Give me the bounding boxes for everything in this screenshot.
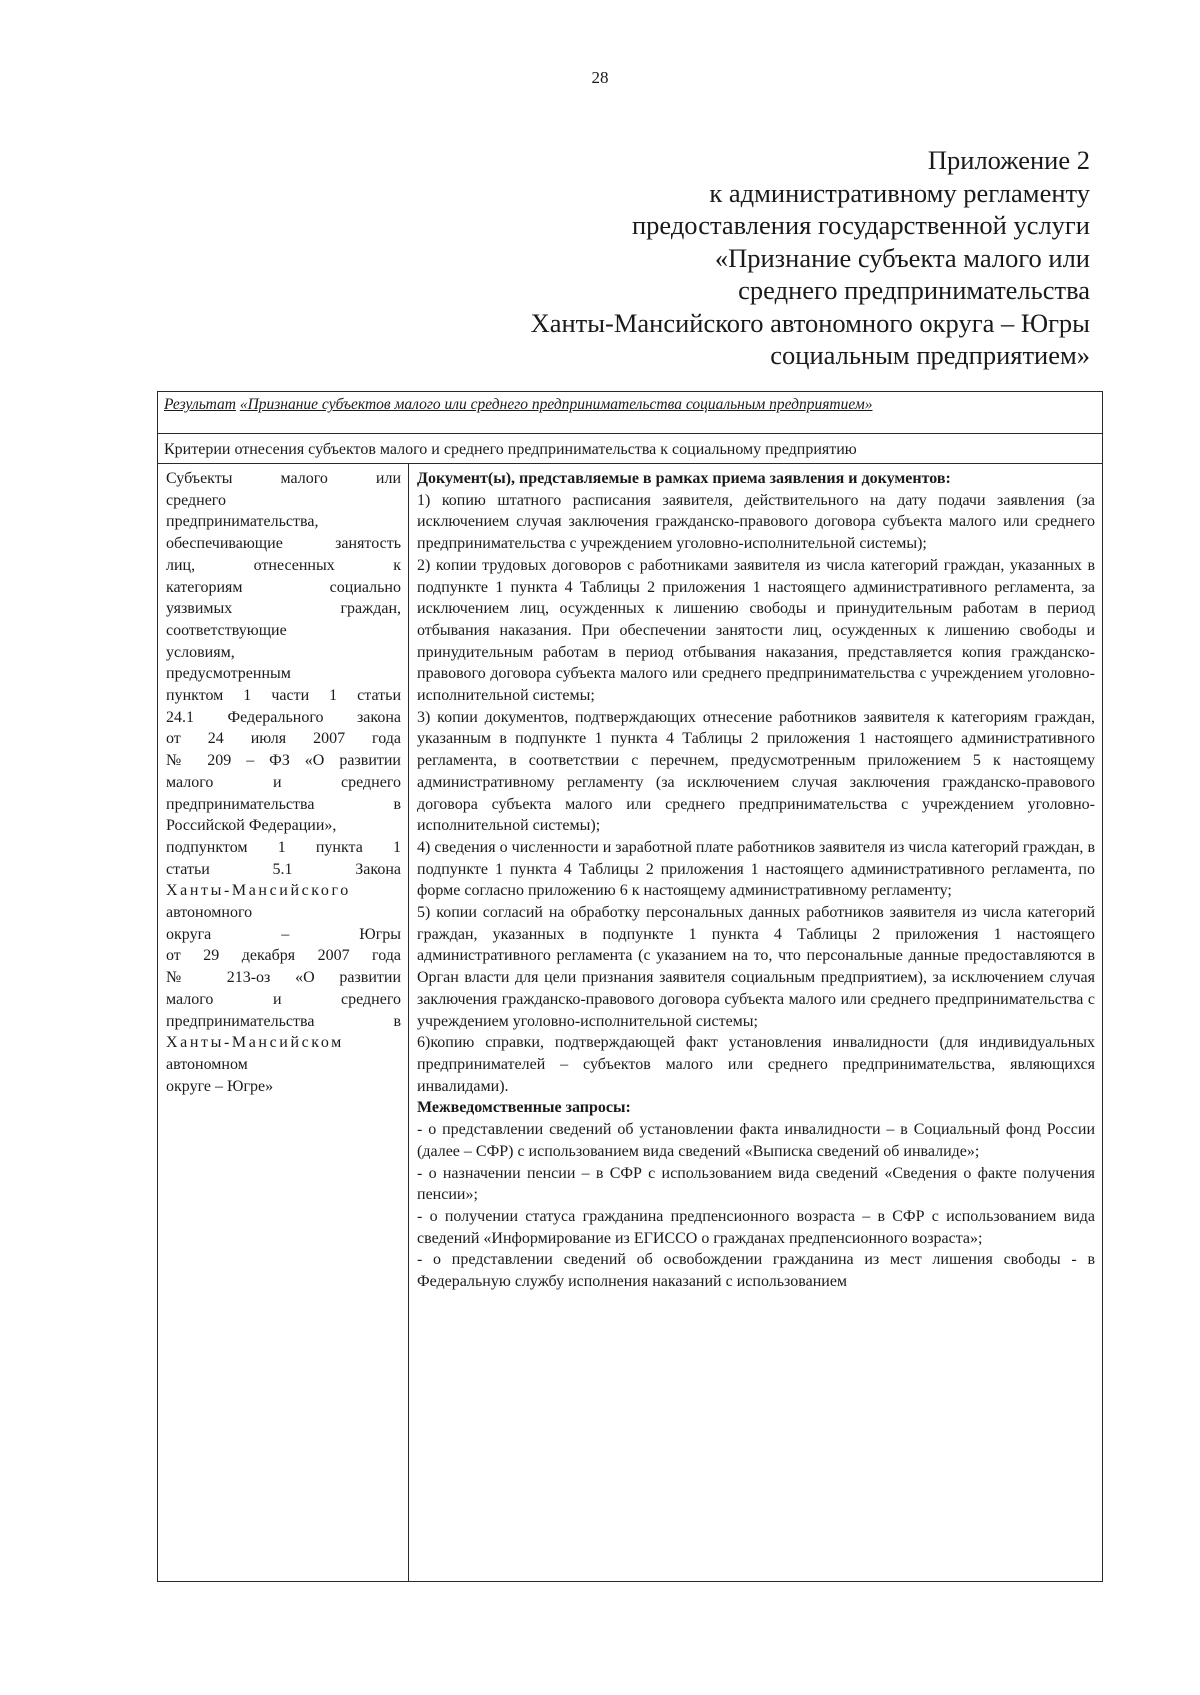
subjects-line: уязвимых граждан, [166,600,401,618]
result-text: «Признание субъектов малого или среднего предпринимательства социальным предприятием» [239,396,873,413]
subjects-line: от 24 июля 2007 года [166,730,401,748]
subjects-line: от 29 декабря 2007 года [166,947,401,965]
request-item: - о назначении пенсии – в СФР с использованием вида сведений «Сведения о факте получения пенсии»; [417,1164,1095,1204]
request-item: - о представлении сведений об освобождении гражданина из мест лишения свободы - в Федеральную службу исполнения наказаний с использованием [417,1251,1095,1291]
document-item: 4) сведения о численности и заработной плате работников заявителя из числа категорий граждан, в подпункте 1 пункта 4 Таблицы 2 приложения 1 настоящего административного регламента, по форме согласно приложению 6 к настоящему административному регламенту; [417,838,1095,900]
subjects-line: предусмотренным [166,665,291,683]
document-item: 5) копии согласий на обработку персональных данных работников заявителя из числа категорий граждан, указанных в подпункте 1 пункта 4 Таблицы 2 приложения 1 настоящего административного регламента (с указанием на то, что персональные данные предоставляются в Орган власти для цели признания заявителя социальным предприятием), за исключением случая заключения гражданско-правового договора субъекта малого или среднего предпринимательства с учреждением уголовно-исполнительной системы; [417,904,1095,1030]
document-item: 6)копию справки, подтверждающей факт установления инвалидности (для индивидуальных предпринимателей – субъектов малого или среднего предпринимательства, являющихся инвалидами). [417,1034,1095,1095]
document-item: 2) копии трудовых договоров с работниками заявителя из числа категорий граждан, указанных в подпункте 1 пункта 4 Таблицы 2 приложения 1 настоящего административного регламента, за исключением лиц, осужденных к лишению свободы и принудительным работам в период отбывания наказания. При обеспечении занятости лиц, осужденных к лишению свободы и принудительным работам в период отбывания наказания, представляется копия гражданско-правового договора субъекта малого или среднего предпринимательства с учреждением уголовно-исполнительной системы; [417,556,1095,705]
subjects-line: Ханты-Мансийском [166,1034,344,1052]
request-item: - о получении статуса гражданина предпенсионного возраста – в СФР с использованием вида сведений «Информирование из ЕГИССО о гражданах предпенсионного возраста»; [417,1207,1095,1247]
subjects-line: 24.1 Федерального закона [166,708,401,726]
subjects-line: Субъекты малого или [166,470,401,487]
result-label: Результат [164,396,236,413]
annex-line: среднего предпринимательства [738,275,1090,305]
documents-heading: Документ(ы), представляемые в рамках приема заявления и документов: [417,470,951,487]
documents-column [409,464,1102,1581]
subjects-line: предпринимательства в [166,1012,401,1030]
subjects-line: предпринимательства в [166,795,401,813]
result-row [158,392,1102,434]
subjects-line: подпунктом 1 пункта 1 [166,838,401,856]
request-item: - о представлении сведений об установлении факта инвалидности – в Социальный фонд России (далее – СФР) с использованием вида сведений «Выписка сведений об инвалиде»; [417,1121,1095,1160]
subjects-line: среднего [166,491,226,509]
annex-line: к административному регламенту [709,177,1090,208]
subjects-line: округе – Югре» [166,1077,274,1095]
annex-header [390,144,1090,372]
document-item: 3) копии документов, подтверждающих отнесение работников заявителя к категориям граждан, указанным в подпункте 1 пункта 4 Таблицы 2 приложения 1 настоящего административного регламента, в соответствии с перечнем, предусмотренным приложением 5 к настоящему административному регламенту (за исключением случая заключения гражданско-правового договора субъекта малого или среднего предпринимательства с учреждением уголовно-исполнительной системы); [417,708,1095,835]
annex-line: Приложение 2 [927,145,1090,175]
subjects-line: малого и среднего [166,773,401,791]
document-item: 1) копию штатного расписания заявителя, действительного на дату подачи заявления (за исключением случая заключения гражданско-правового договора субъекта малого или среднего предпринимательства с учреждением уголовно-исполнительной системы); [417,491,1095,553]
subjects-line: Российской Федерации», [166,817,337,835]
requests-heading: Межведомственные запросы: [417,1099,631,1117]
subjects-line: № 213-оз «О развитии [166,969,401,987]
criteria-header: Критерии отнесения субъектов малого и среднего предпринимательства к социальному предприятию [158,434,1102,464]
document-table [157,391,1103,1582]
subjects-line: округа – Югры [166,925,401,943]
subjects-line: малого и среднего [166,990,401,1008]
subjects-column [158,464,409,1581]
subjects-line: условиям, [166,643,235,661]
subjects-line: пунктом 1 части 1 статьи [166,687,401,705]
subjects-line: соответствующие [166,621,287,639]
annex-line: «Признание субъекта малого или [714,242,1090,273]
subjects-line: автономного [166,904,253,922]
subjects-line: предпринимательства, [166,513,319,531]
annex-line: предоставления государственной услуги [631,210,1090,240]
annex-line: Ханты-Мансийского автономного округа – Югры [530,307,1090,338]
subjects-line: категориям социально [166,578,401,596]
subjects-line: статьи 5.1 Закона [166,860,401,878]
subjects-line: лиц, отнесенных к [166,556,401,574]
subjects-line: № 209 – ФЗ «О развитии [166,752,401,770]
annex-line: социальным предприятием» [770,340,1090,370]
subjects-line: Ханты-Мансийского [166,882,351,900]
subjects-line: обеспечивающие занятость [166,535,401,553]
subjects-line: автономном [166,1055,248,1073]
page-number: 28 [591,68,609,87]
